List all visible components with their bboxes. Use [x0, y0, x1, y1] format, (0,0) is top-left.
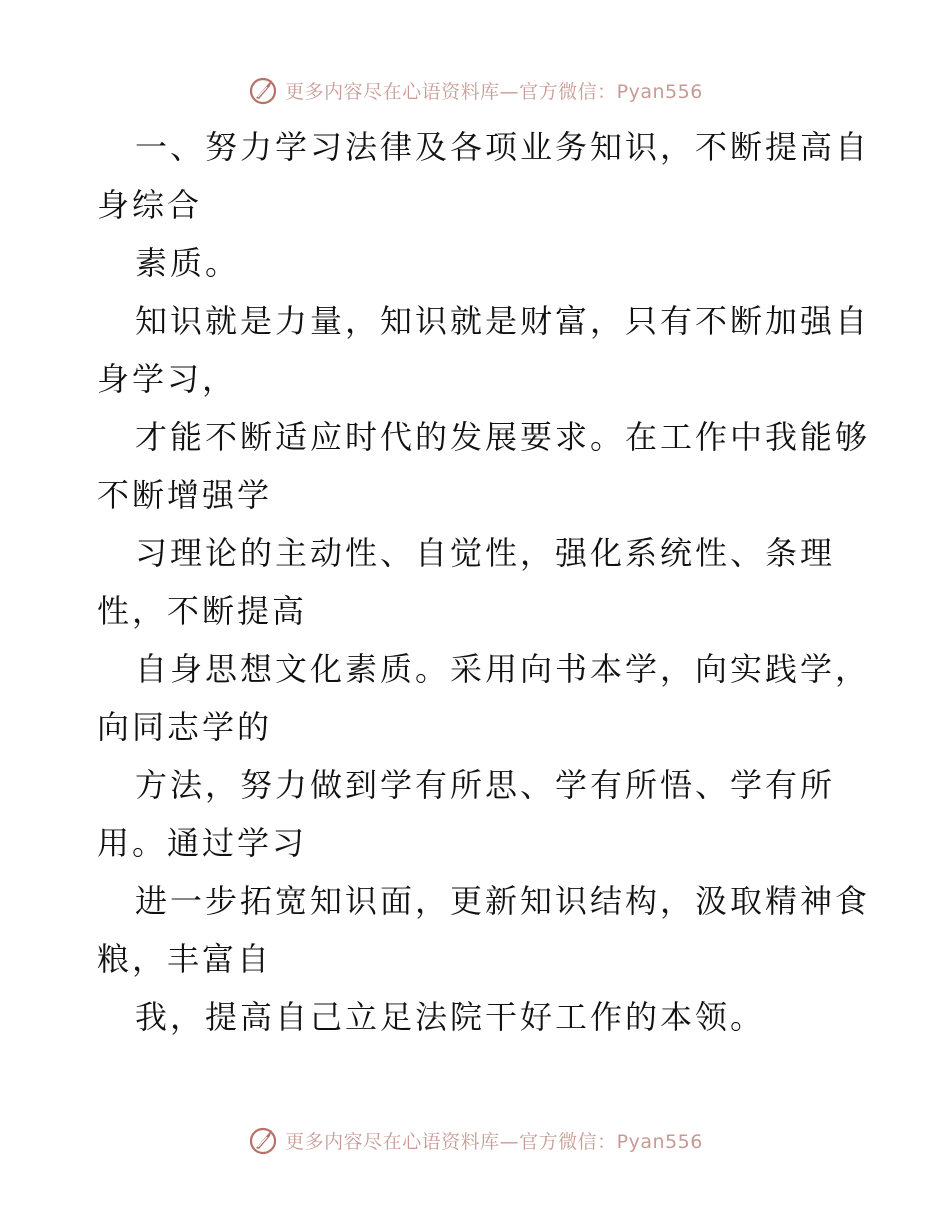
- paragraph-line: 性，不断提高: [97, 592, 308, 630]
- paragraph-line: 自身思想文化素质。采用向书本学，向实践学，: [135, 650, 871, 688]
- paragraph-line: 身学习，: [97, 360, 238, 398]
- paragraph-line: 不断增强学: [97, 476, 273, 514]
- paragraph-line: 用。通过学习: [97, 824, 308, 862]
- paragraph-line: 一、努力学习法律及各项业务知识，不断提高自: [135, 128, 871, 166]
- paragraph-line: 身综合: [97, 186, 203, 224]
- paragraph-line: 知识就是力量，知识就是财富，只有不断加强自: [135, 302, 871, 340]
- paragraph-line: 才能不断适应时代的发展要求。在工作中我能够: [135, 418, 871, 456]
- quill-pen-logo-icon: [247, 74, 279, 106]
- paragraph-line: 粮，丰富自: [97, 940, 273, 978]
- header-watermark: [0, 70, 950, 110]
- footer-watermark: [0, 1120, 950, 1160]
- paragraph-line: 习理论的主动性、自觉性，强化系统性、条理: [135, 534, 836, 572]
- watermark-text: 更多内容尽在心语资料库—官方微信：Pyan556: [285, 1130, 703, 1153]
- paragraph-line: 我，提高自己立足法院干好工作的本领。: [135, 998, 766, 1036]
- quill-pen-logo-icon: [247, 1124, 279, 1156]
- paragraph-line: 方法，努力做到学有所思、学有所悟、学有所: [135, 766, 836, 804]
- paragraph-line: 向同志学的: [97, 708, 273, 746]
- paragraph-line: 进一步拓宽知识面，更新知识结构，汲取精神食: [135, 882, 871, 920]
- watermark-text: 更多内容尽在心语资料库—官方微信：Pyan556: [285, 80, 703, 103]
- document-body: [97, 118, 871, 1046]
- paragraph-line: 素质。: [135, 244, 241, 282]
